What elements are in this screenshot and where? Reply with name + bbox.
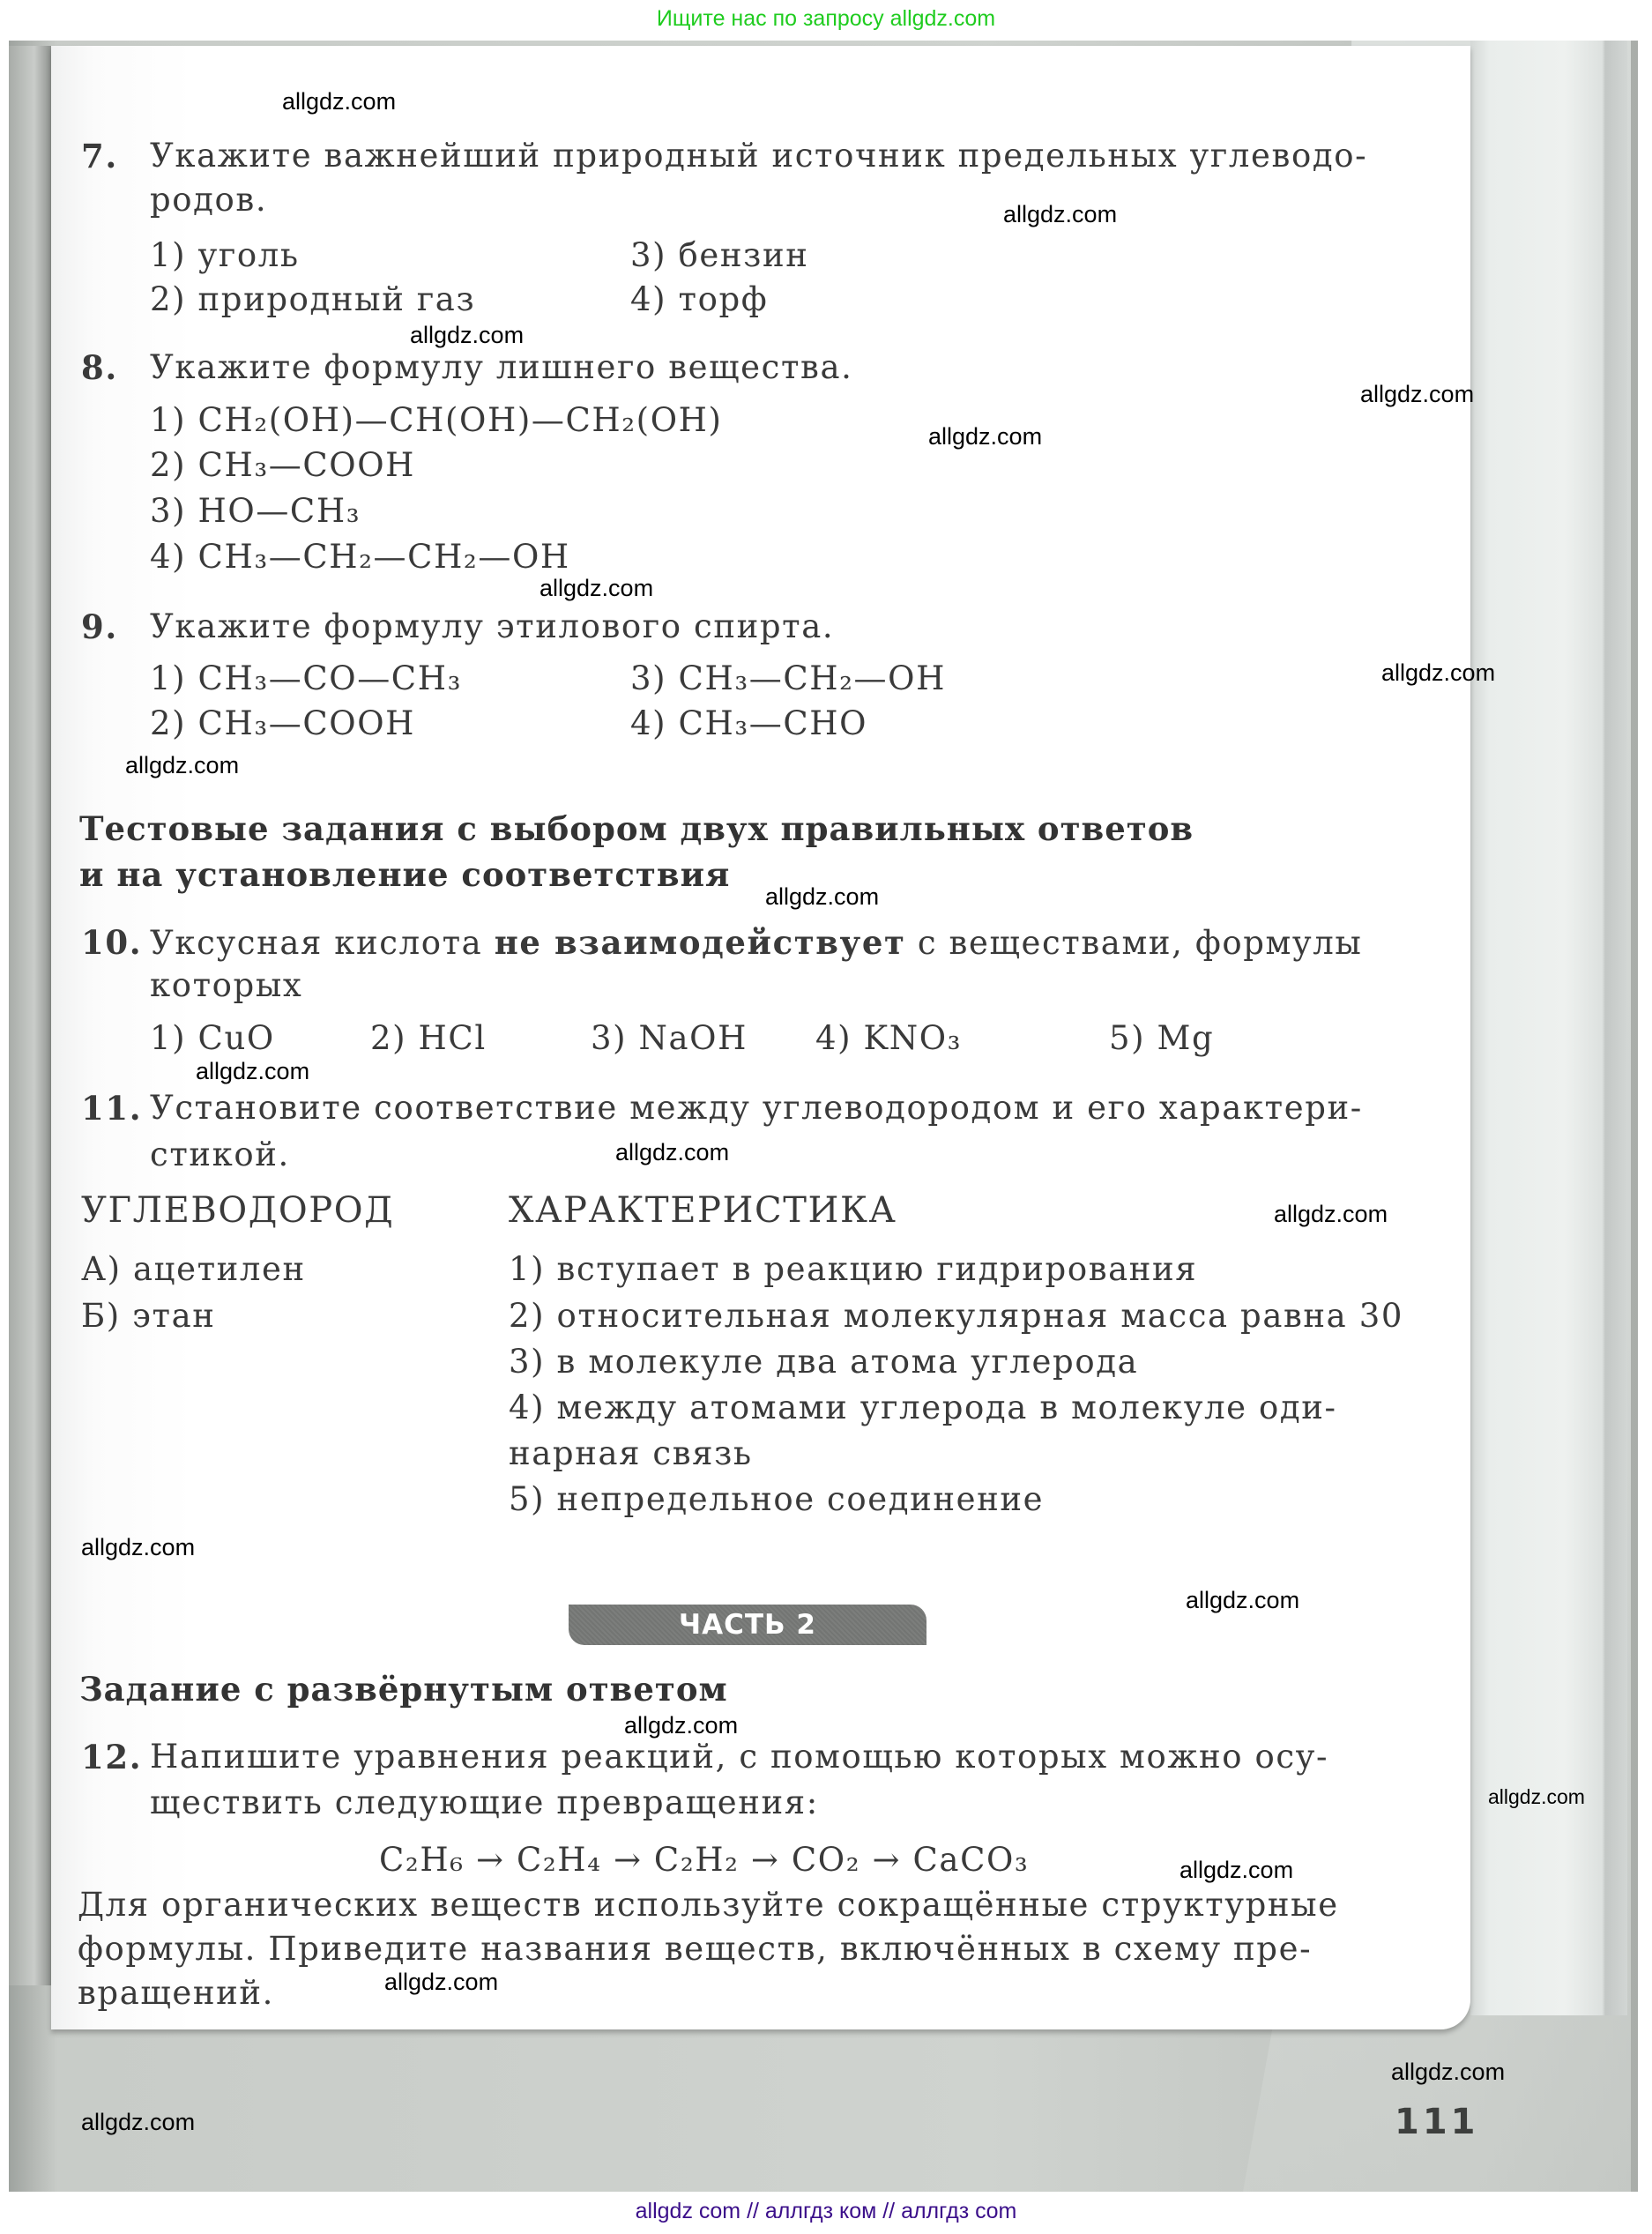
option-8-3: 3) HO—CH₃ xyxy=(150,492,361,530)
option-10-4: 4) KNO₃ xyxy=(815,1019,963,1057)
characteristic-3: 3) в молекуле два атома углерода xyxy=(509,1343,1139,1381)
watermark: allgdz.com xyxy=(1003,201,1118,227)
watermark: allgdz.com xyxy=(81,1534,196,1560)
page-number: 111 xyxy=(1395,2102,1479,2142)
characteristic-4: 4) между атомами углерода в молекуле оди- xyxy=(509,1389,1337,1426)
watermark: allgdz.com xyxy=(282,88,397,115)
watermark: allgdz.com xyxy=(384,1969,499,1995)
question-12-number: 12. xyxy=(81,1738,143,1776)
question-7-text-line2: родов. xyxy=(150,181,268,219)
q10-text-after: с веществами, формулы xyxy=(905,924,1363,962)
option-8-2: 2) CH₃—COOH xyxy=(150,446,415,484)
watermark: allgdz.com xyxy=(125,752,240,778)
question-12-text-line1: Напишите уравнения реакций, с помощью которых можно осу- xyxy=(150,1738,1329,1776)
characteristic-5: 5) непредельное соединение xyxy=(509,1480,1045,1518)
option-7-1: 1) уголь xyxy=(150,236,300,274)
section-heading-line2: и на установление соответствия xyxy=(79,855,731,894)
question-10-text xyxy=(150,920,1362,965)
option-7-3: 3) бензин xyxy=(630,236,809,274)
option-8-4: 4) CH₃—CH₂—CH₂—OH xyxy=(150,538,570,576)
question-8-text: Укажите формулу лишнего вещества. xyxy=(150,348,853,386)
bottom-promo-banner: allgdz com // аллгдз ком // аллгдз com xyxy=(635,2199,1017,2223)
question-8-number: 8. xyxy=(81,348,118,387)
column-header-hydrocarbon: УГЛЕВОДОРОД xyxy=(81,1190,395,1231)
option-7-2: 2) природный газ xyxy=(150,280,476,318)
question-11-text-line2: стикой. xyxy=(150,1136,290,1173)
watermark: allgdz.com xyxy=(615,1139,730,1165)
column-header-characteristic: ХАРАКТЕРИСТИКА xyxy=(509,1190,897,1231)
watermark: allgdz.com xyxy=(624,1712,739,1739)
watermark: allgdz.com xyxy=(1360,381,1475,407)
question-12-text-line2: ществить следующие превращения: xyxy=(150,1783,819,1821)
question-10-text-line2: которых xyxy=(150,966,303,1004)
question-number: 7. xyxy=(81,137,118,175)
option-8-1: 1) CH₂(OH)—CH(OH)—CH₂(OH) xyxy=(150,401,723,439)
part-2-heading: Задание с развёрнутым ответом xyxy=(79,1670,728,1709)
watermark: allgdz.com xyxy=(1391,2059,1506,2085)
option-9-4: 4) CH₃—CHO xyxy=(630,704,868,742)
q10-text-before: Уксусная кислота xyxy=(150,924,495,962)
question-12-note-line1: Для органических веществ используйте сокращённые структурные xyxy=(78,1886,1339,1924)
option-10-3: 3) NaOH xyxy=(591,1019,748,1057)
book-spine-edge xyxy=(9,46,51,1985)
question-10-number: 10. xyxy=(81,923,143,962)
watermark: allgdz.com xyxy=(540,575,654,601)
option-10-5: 5) Mg xyxy=(1109,1019,1215,1057)
question-9-text: Укажите формулу этилового спирта. xyxy=(150,607,835,645)
transformation-scheme: C₂H₆ → C₂H₄ → C₂H₂ → CO₂ → CaCO₃ xyxy=(379,1841,1030,1879)
part-2-badge: ЧАСТЬ 2 xyxy=(569,1605,926,1645)
characteristic-2: 2) относительная молекулярная масса равна 30 xyxy=(509,1297,1403,1335)
option-10-1: 1) CuO xyxy=(150,1019,275,1057)
watermark: allgdz.com xyxy=(410,322,525,348)
watermark: allgdz.com xyxy=(1274,1201,1388,1227)
watermark: allgdz.com xyxy=(1381,659,1496,686)
watermark: allgdz.com xyxy=(81,2109,196,2135)
question-7-text-line1: Укажите важнейший природный источник предельных углеводо- xyxy=(150,137,1368,175)
characteristic-4-cont: нарная связь xyxy=(509,1434,753,1472)
section-heading-line1: Тестовые задания с выбором двух правильных ответов xyxy=(79,809,1194,848)
watermark: allgdz.com xyxy=(1488,1785,1585,1808)
page-edge-strip xyxy=(1470,41,1627,2015)
watermark: allgdz.com xyxy=(765,883,880,910)
watermark: allgdz.com xyxy=(196,1058,310,1084)
question-12-note-line3: вращений. xyxy=(78,1974,275,2012)
option-9-3: 3) CH₃—CH₂—OH xyxy=(630,659,946,697)
characteristic-1: 1) вступает в реакцию гидрирования xyxy=(509,1250,1198,1288)
watermark: allgdz.com xyxy=(1179,1857,1294,1883)
hydrocarbon-a: А) ацетилен xyxy=(81,1250,306,1288)
question-11-number: 11. xyxy=(81,1089,143,1128)
question-11-text-line1: Установите соответствие между углеводородом и его характери- xyxy=(150,1089,1363,1127)
hydrocarbon-b: Б) этан xyxy=(81,1297,216,1335)
option-9-1: 1) CH₃—CO—CH₃ xyxy=(150,659,462,697)
watermark: allgdz.com xyxy=(928,423,1043,450)
question-7 xyxy=(81,134,118,179)
top-promo-banner: Ищите нас по запросу allgdz.com xyxy=(656,6,996,31)
question-12-note-line2: формулы. Приведите названия веществ, включённых в схему пре- xyxy=(78,1930,1313,1968)
q10-text-emphasis: не взаимодействует xyxy=(494,923,906,962)
option-10-2: 2) HCl xyxy=(370,1019,487,1057)
option-7-4: 4) торф xyxy=(630,280,769,318)
option-9-2: 2) CH₃—COOH xyxy=(150,704,415,742)
question-9-number: 9. xyxy=(81,607,118,646)
watermark: allgdz.com xyxy=(1186,1587,1300,1613)
